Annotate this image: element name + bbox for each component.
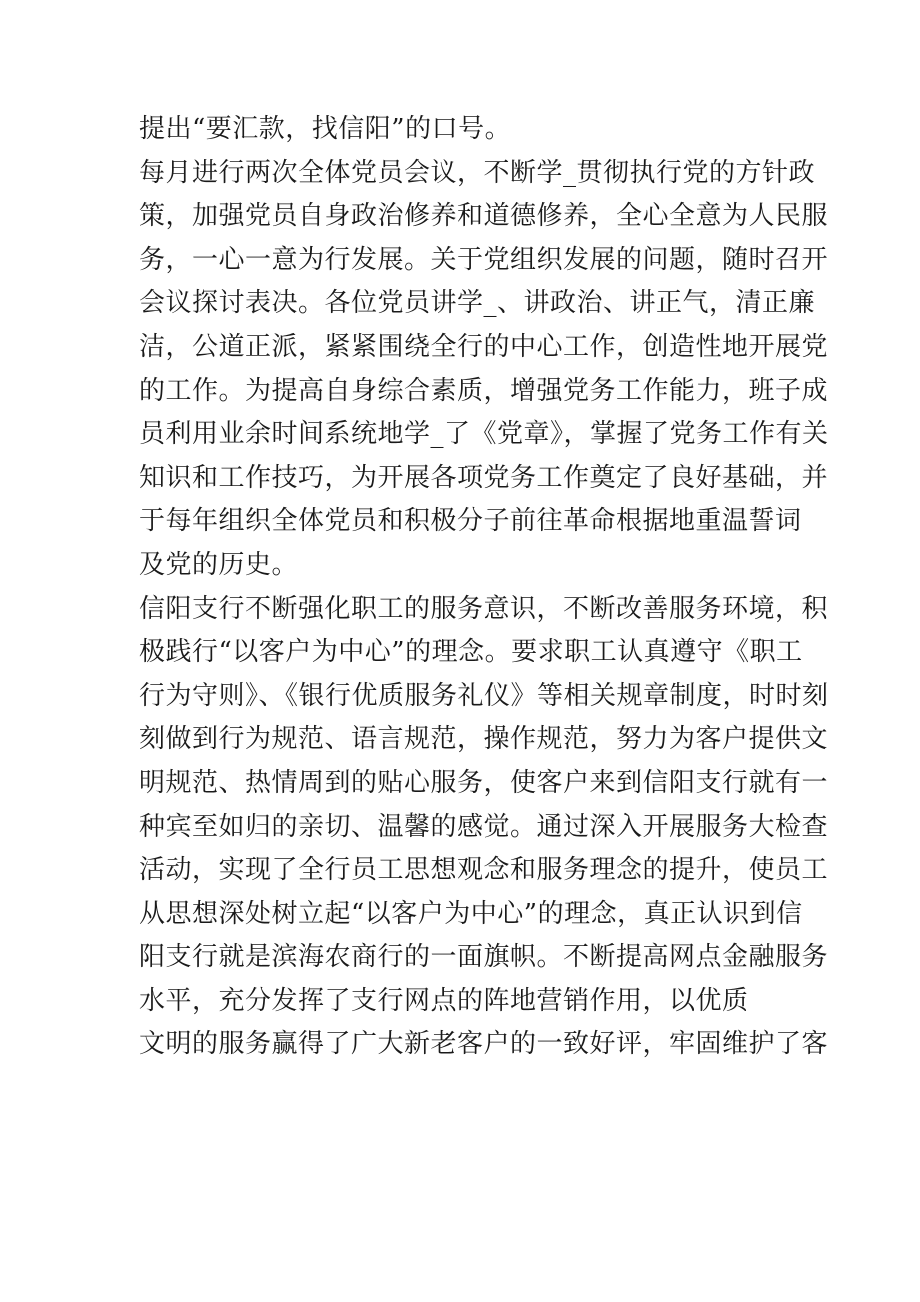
text-line: 员利用业余时间系统地学_了《党章》，掌握了党务工作有关 [139,419,829,450]
text-line: 从思想深处树立起“以客户为中心”的理念，真正认识到信 [139,898,803,929]
text-line: 刻做到行为规范、语言规范，操作规范，努力为客户提供文 [139,724,829,755]
text-line: 行为守则》、《银行优质服务礼仪》等相关规章制度，时时刻 [139,680,829,711]
text-line: 知识和工作技巧，为开展各项党务工作奠定了良好基础，并 [139,462,829,493]
text-line: 信阳支行不断强化职工的服务意识，不断改善服务环境，积 [139,593,829,624]
text-line: 策，加强党员自身政治修养和道德修养，全心全意为人民服 [139,201,829,232]
text-line: 的工作。为提高自身综合素质，增强党务工作能力，班子成 [139,375,829,406]
text-line: 于每年组织全体党员和积极分子前往革命根据地重温誓词 [139,506,802,537]
body-text [139,108,829,1067]
text-line: 水平，充分发挥了支行网点的阵地营销作用，以优质 [139,985,749,1016]
text-line: 每月进行两次全体党员会议，不断学_贯彻执行党的方针政 [139,157,816,188]
text-line: 极践行“以客户为中心”的理念。要求职工认真遵守《职工 [139,637,803,668]
text-line: 阳支行就是滨海农商行的一面旗帜。不断提高网点金融服务 [139,942,829,973]
text-line: 活动，实现了全行员工思想观念和服务理念的提升，使员工 [139,855,829,886]
text-line: 文明的服务赢得了广大新老客户的一致好评，牢固维护了客 [139,1029,829,1060]
text-line: 提出“要汇款，找信阳”的口号。 [139,114,512,144]
text-line: 务，一心一意为行发展。关于党组织发展的问题，随时召开 [139,244,829,275]
text-line: 会议探讨表决。各位党员讲学_、讲政治、讲正气，清正廉 [139,288,816,319]
text-line: 洁，公道正派，紧紧围绕全行的中心工作，创造性地开展党 [139,331,829,362]
text-line: 明规范、热情周到的贴心服务，使客户来到信阳支行就有一 [139,767,829,798]
text-line: 及党的历史。 [139,549,299,580]
text-line: 种宾至如归的亲切、温馨的感觉。通过深入开展服务大检查 [139,811,829,842]
